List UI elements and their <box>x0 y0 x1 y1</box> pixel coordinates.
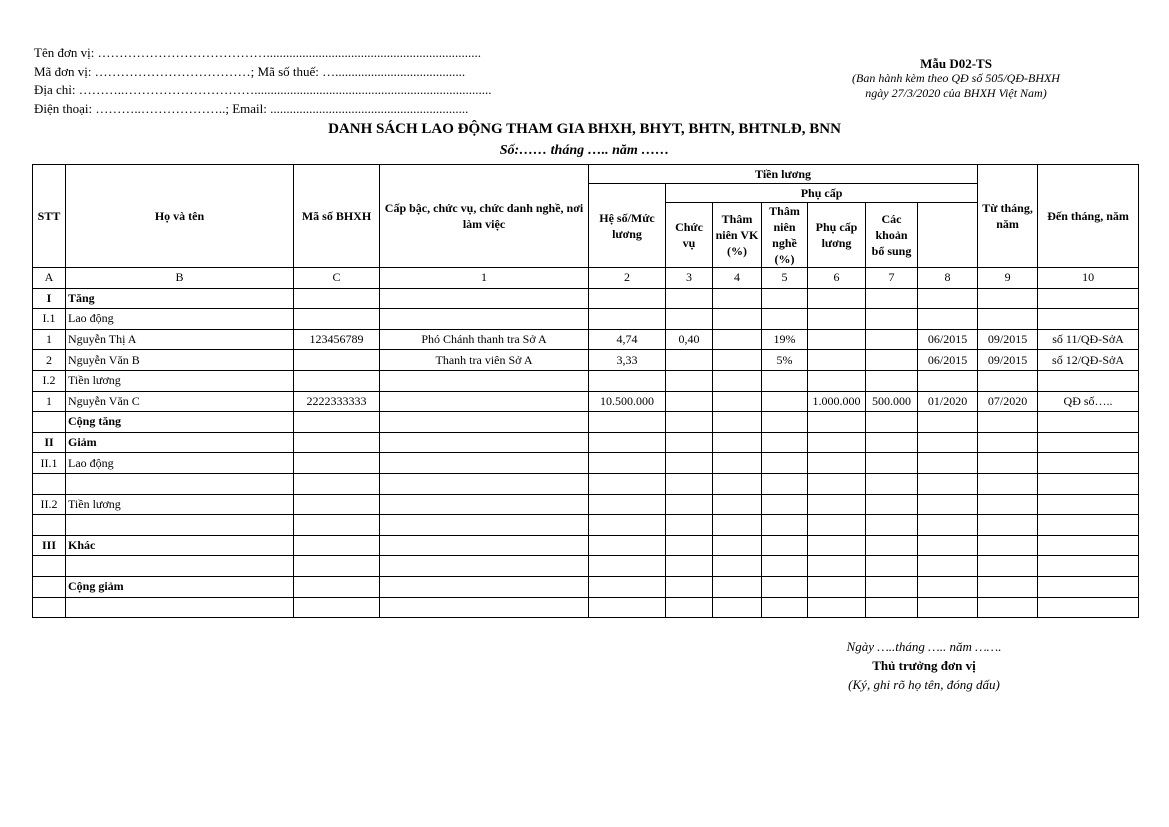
cell-bo-sung <box>866 309 918 330</box>
header-tham-nien-vk: Thâm niên VK (%) <box>713 203 762 268</box>
cell-name: Tăng <box>66 288 294 309</box>
cell-position <box>380 556 589 577</box>
table-row <box>33 494 1139 515</box>
column-index-cell: 6 <box>808 268 866 289</box>
cell-phu-cap-luong <box>808 473 866 494</box>
column-index-cell: 7 <box>866 268 918 289</box>
cell-to <box>978 288 1038 309</box>
cell-from <box>918 453 978 474</box>
cell-chuc-vu <box>666 391 713 412</box>
table-row <box>33 453 1139 474</box>
cell-tham-nien-nghe <box>762 309 808 330</box>
header-name: Họ và tên <box>66 165 294 268</box>
cell-chuc-vu <box>666 288 713 309</box>
table-row <box>33 412 1139 433</box>
cell-name: Nguyễn Văn C <box>66 391 294 412</box>
cell-tham-nien-vk <box>713 535 762 556</box>
cell-bhxh <box>294 494 380 515</box>
cell-tham-nien-nghe <box>762 535 808 556</box>
cell-coefficient <box>589 576 666 597</box>
cell-bo-sung <box>866 350 918 371</box>
cell-note <box>1038 556 1139 577</box>
phone-line: Điện thoại: ………..………………..; Email: ............................................................. <box>34 100 469 116</box>
column-index-cell: 1 <box>380 268 589 289</box>
table-row <box>33 432 1139 453</box>
cell-chuc-vu <box>666 576 713 597</box>
cell-bhxh <box>294 432 380 453</box>
cell-stt <box>33 412 66 433</box>
cell-coefficient <box>589 453 666 474</box>
cell-coefficient <box>589 412 666 433</box>
cell-from: 06/2015 <box>918 350 978 371</box>
cell-chuc-vu <box>666 473 713 494</box>
unit-name-line: Tên đơn vị: ………………………………….................................................................. <box>34 45 482 60</box>
cell-phu-cap-luong <box>808 556 866 577</box>
table-row <box>33 535 1139 556</box>
header-chuc-vu: Chức vụ <box>666 203 713 268</box>
column-index-cell: C <box>294 268 380 289</box>
cell-stt: I.1 <box>33 309 66 330</box>
cell-from <box>918 597 978 618</box>
cell-chuc-vu <box>666 535 713 556</box>
cell-tham-nien-vk <box>713 288 762 309</box>
cell-chuc-vu <box>666 494 713 515</box>
cell-coefficient <box>589 535 666 556</box>
cell-tham-nien-vk <box>713 370 762 391</box>
table-row <box>33 370 1139 391</box>
header-coefficient: Hệ số/Mức lương <box>589 184 666 268</box>
cell-note <box>1038 288 1139 309</box>
cell-phu-cap-luong: 1.000.000 <box>808 391 866 412</box>
cell-tham-nien-vk <box>713 576 762 597</box>
cell-coefficient <box>589 309 666 330</box>
cell-name <box>66 473 294 494</box>
column-index-cell: 10 <box>1038 268 1139 289</box>
cell-from: 06/2015 <box>918 329 978 350</box>
cell-name <box>66 556 294 577</box>
cell-chuc-vu <box>666 515 713 536</box>
cell-bhxh: 123456789 <box>294 329 380 350</box>
cell-stt: II <box>33 432 66 453</box>
cell-stt <box>33 576 66 597</box>
cell-to <box>978 473 1038 494</box>
cell-to: 09/2015 <box>978 350 1038 371</box>
cell-chuc-vu <box>666 412 713 433</box>
cell-coefficient: 4,74 <box>589 329 666 350</box>
cell-chuc-vu <box>666 597 713 618</box>
cell-tham-nien-nghe <box>762 515 808 536</box>
cell-position <box>380 494 589 515</box>
form-reference <box>820 56 1092 101</box>
cell-coefficient <box>589 515 666 536</box>
cell-chuc-vu <box>666 350 713 371</box>
cell-position <box>380 391 589 412</box>
cell-name <box>66 597 294 618</box>
cell-note <box>1038 473 1139 494</box>
cell-bhxh <box>294 515 380 536</box>
signature-date: Ngày …..tháng ….. năm ……. <box>846 639 1002 654</box>
cell-to <box>978 515 1038 536</box>
cell-bo-sung <box>866 412 918 433</box>
cell-tham-nien-vk <box>713 412 762 433</box>
cell-note <box>1038 453 1139 474</box>
cell-tham-nien-vk <box>713 391 762 412</box>
cell-stt: I.2 <box>33 370 66 391</box>
cell-tham-nien-nghe <box>762 473 808 494</box>
cell-position <box>380 535 589 556</box>
table-row <box>33 350 1139 371</box>
cell-bo-sung <box>866 453 918 474</box>
table-row <box>33 391 1139 412</box>
table-row <box>33 473 1139 494</box>
cell-bo-sung <box>866 288 918 309</box>
signature-block <box>800 637 1048 694</box>
cell-from <box>918 494 978 515</box>
cell-name: Tiền lương <box>66 494 294 515</box>
cell-position <box>380 515 589 536</box>
cell-stt: 2 <box>33 350 66 371</box>
cell-coefficient <box>589 556 666 577</box>
cell-stt: III <box>33 535 66 556</box>
document-number: Số:…… tháng ….. năm …… <box>499 143 670 158</box>
cell-phu-cap-luong <box>808 535 866 556</box>
cell-to <box>978 370 1038 391</box>
table-row <box>33 288 1139 309</box>
cell-tham-nien-nghe <box>762 556 808 577</box>
cell-coefficient <box>589 597 666 618</box>
cell-note <box>1038 535 1139 556</box>
cell-bo-sung <box>866 370 918 391</box>
cell-position <box>380 576 589 597</box>
cell-note: số 11/QĐ-SởA <box>1038 329 1139 350</box>
cell-bhxh <box>294 576 380 597</box>
table-row <box>33 329 1139 350</box>
header-to: Đến tháng, năm <box>1038 165 1139 268</box>
cell-phu-cap-luong <box>808 370 866 391</box>
cell-tham-nien-vk <box>713 350 762 371</box>
cell-position <box>380 370 589 391</box>
cell-tham-nien-nghe <box>762 391 808 412</box>
cell-tham-nien-vk <box>713 597 762 618</box>
cell-position: Thanh tra viên Sở A <box>380 350 589 371</box>
column-index-cell: B <box>66 268 294 289</box>
cell-bo-sung: 500.000 <box>866 391 918 412</box>
cell-position <box>380 473 589 494</box>
header-salary-group: Tiền lương <box>589 165 978 184</box>
cell-phu-cap-luong <box>808 494 866 515</box>
cell-stt: 1 <box>33 391 66 412</box>
cell-stt <box>33 556 66 577</box>
cell-to <box>978 576 1038 597</box>
cell-coefficient: 3,33 <box>589 350 666 371</box>
cell-tham-nien-vk <box>713 515 762 536</box>
cell-position: Phó Chánh thanh tra Sở A <box>380 329 589 350</box>
cell-coefficient <box>589 370 666 391</box>
cell-bhxh <box>294 535 380 556</box>
cell-bo-sung <box>866 556 918 577</box>
cell-tham-nien-vk <box>713 432 762 453</box>
cell-from <box>918 576 978 597</box>
cell-position <box>380 288 589 309</box>
cell-bo-sung <box>866 535 918 556</box>
cell-tham-nien-vk <box>713 309 762 330</box>
signature-role: Thủ trưởng đơn vị <box>872 658 976 673</box>
cell-bhxh <box>294 556 380 577</box>
cell-tham-nien-nghe <box>762 597 808 618</box>
cell-name: Cộng tăng <box>66 412 294 433</box>
cell-tham-nien-vk <box>713 473 762 494</box>
cell-note <box>1038 370 1139 391</box>
cell-to <box>978 597 1038 618</box>
header-tham-nien-nghe: Thâm niên nghề (%) <box>762 203 808 268</box>
cell-phu-cap-luong <box>808 309 866 330</box>
cell-tham-nien-vk <box>713 494 762 515</box>
unit-code-line: Mã đơn vị: ………………………………; Mã số thuế: …........................................ <box>34 63 466 79</box>
cell-bhxh <box>294 370 380 391</box>
cell-bo-sung <box>866 597 918 618</box>
cell-to: 09/2015 <box>978 329 1038 350</box>
column-index-cell: 8 <box>918 268 978 289</box>
cell-tham-nien-nghe <box>762 576 808 597</box>
cell-name: Nguyễn Thị A <box>66 329 294 350</box>
employee-table <box>32 164 1139 618</box>
cell-position <box>380 453 589 474</box>
cell-coefficient: 10.500.000 <box>589 391 666 412</box>
cell-chuc-vu: 0,40 <box>666 329 713 350</box>
cell-bo-sung <box>866 515 918 536</box>
cell-chuc-vu <box>666 309 713 330</box>
cell-from <box>918 370 978 391</box>
cell-phu-cap-luong <box>808 576 866 597</box>
cell-phu-cap-luong <box>808 329 866 350</box>
table-row <box>33 556 1139 577</box>
cell-tham-nien-nghe <box>762 288 808 309</box>
cell-bhxh <box>294 412 380 433</box>
cell-from <box>918 556 978 577</box>
cell-bhxh <box>294 453 380 474</box>
cell-tham-nien-nghe <box>762 412 808 433</box>
cell-coefficient <box>589 494 666 515</box>
cell-to <box>978 412 1038 433</box>
cell-bhxh <box>294 309 380 330</box>
cell-from: 01/2020 <box>918 391 978 412</box>
cell-phu-cap-luong <box>808 453 866 474</box>
column-index-cell: 9 <box>978 268 1038 289</box>
document-title: DANH SÁCH LAO ĐỘNG THAM GIA BHXH, BHYT, BHTN, BHTNLĐ, BNN <box>328 121 841 137</box>
cell-chuc-vu <box>666 556 713 577</box>
cell-note <box>1038 494 1139 515</box>
cell-note <box>1038 309 1139 330</box>
cell-phu-cap-luong <box>808 412 866 433</box>
cell-phu-cap-luong <box>808 350 866 371</box>
cell-name: Nguyễn Văn B <box>66 350 294 371</box>
cell-tham-nien-nghe <box>762 494 808 515</box>
cell-phu-cap-luong <box>808 515 866 536</box>
cell-position <box>380 432 589 453</box>
cell-to: 07/2020 <box>978 391 1038 412</box>
column-index-cell: A <box>33 268 66 289</box>
cell-phu-cap-luong <box>808 432 866 453</box>
cell-tham-nien-vk <box>713 453 762 474</box>
cell-coefficient <box>589 473 666 494</box>
cell-tham-nien-nghe <box>762 453 808 474</box>
cell-from <box>918 535 978 556</box>
cell-note <box>1038 432 1139 453</box>
header-stt: STT <box>33 165 66 268</box>
cell-bo-sung <box>866 473 918 494</box>
cell-tham-nien-vk <box>713 556 762 577</box>
cell-to <box>978 432 1038 453</box>
cell-from <box>918 412 978 433</box>
cell-bhxh <box>294 288 380 309</box>
cell-tham-nien-vk <box>713 329 762 350</box>
table-row <box>33 309 1139 330</box>
header-bhxh: Mã số BHXH <box>294 165 380 268</box>
column-index-cell: 5 <box>762 268 808 289</box>
column-index-cell: 4 <box>713 268 762 289</box>
cell-position <box>380 597 589 618</box>
cell-from <box>918 473 978 494</box>
cell-stt: II.1 <box>33 453 66 474</box>
column-index-cell: 2 <box>589 268 666 289</box>
cell-name: Tiền lương <box>66 370 294 391</box>
header-allowance-group: Phụ cấp <box>666 184 978 203</box>
cell-stt <box>33 515 66 536</box>
column-index-row <box>33 268 1139 289</box>
cell-bo-sung <box>866 494 918 515</box>
cell-coefficient <box>589 432 666 453</box>
cell-stt: 1 <box>33 329 66 350</box>
cell-name: Lao động <box>66 453 294 474</box>
cell-stt <box>33 473 66 494</box>
signature-note: (Ký, ghi rõ họ tên, đóng dấu) <box>848 677 1000 692</box>
header-phu-cap-luong: Phụ cấp lương <box>808 203 866 268</box>
cell-bhxh: 2222333333 <box>294 391 380 412</box>
address-line: Địa chỉ: ………..…………………………......................................................................... <box>34 82 492 97</box>
cell-stt <box>33 597 66 618</box>
cell-chuc-vu <box>666 370 713 391</box>
cell-bhxh <box>294 473 380 494</box>
cell-chuc-vu <box>666 432 713 453</box>
cell-to <box>978 453 1038 474</box>
cell-to <box>978 494 1038 515</box>
cell-from <box>918 432 978 453</box>
table-row <box>33 515 1139 536</box>
form-note-line1: (Ban hành kèm theo QĐ số 505/QĐ-BHXH <box>852 71 1060 85</box>
cell-from <box>918 515 978 536</box>
cell-to <box>978 535 1038 556</box>
cell-tham-nien-nghe: 5% <box>762 350 808 371</box>
header-from: Từ tháng, năm <box>978 165 1038 268</box>
table-row <box>33 576 1139 597</box>
cell-note: số 12/QĐ-SởA <box>1038 350 1139 371</box>
cell-to <box>978 556 1038 577</box>
unit-info <box>34 44 492 118</box>
cell-stt: II.2 <box>33 494 66 515</box>
cell-bhxh <box>294 350 380 371</box>
cell-note: QĐ số….. <box>1038 391 1139 412</box>
cell-name: Lao động <box>66 309 294 330</box>
header-position: Cấp bậc, chức vụ, chức danh nghề, nơi làm việc <box>380 165 589 268</box>
cell-position <box>380 412 589 433</box>
cell-phu-cap-luong <box>808 597 866 618</box>
cell-from <box>918 288 978 309</box>
table-row <box>33 597 1139 618</box>
header-bo-sung: Các khoản bổ sung <box>866 203 918 268</box>
cell-name: Khác <box>66 535 294 556</box>
cell-phu-cap-luong <box>808 288 866 309</box>
cell-note <box>1038 576 1139 597</box>
cell-bo-sung <box>866 576 918 597</box>
cell-bhxh <box>294 597 380 618</box>
cell-tham-nien-nghe <box>762 370 808 391</box>
cell-note <box>1038 412 1139 433</box>
cell-coefficient <box>589 288 666 309</box>
cell-tham-nien-nghe <box>762 432 808 453</box>
cell-note <box>1038 597 1139 618</box>
cell-tham-nien-nghe: 19% <box>762 329 808 350</box>
cell-name: Cộng giảm <box>66 576 294 597</box>
form-note-line2: ngày 27/3/2020 của BHXH Việt Nam) <box>865 86 1047 100</box>
cell-stt: I <box>33 288 66 309</box>
cell-chuc-vu <box>666 453 713 474</box>
cell-bo-sung <box>866 432 918 453</box>
cell-from <box>918 309 978 330</box>
cell-name: Giảm <box>66 432 294 453</box>
cell-position <box>380 309 589 330</box>
cell-name <box>66 515 294 536</box>
cell-bo-sung <box>866 329 918 350</box>
cell-note <box>1038 515 1139 536</box>
column-index-cell: 3 <box>666 268 713 289</box>
cell-to <box>978 309 1038 330</box>
form-code: Mẫu D02-TS <box>920 56 992 71</box>
